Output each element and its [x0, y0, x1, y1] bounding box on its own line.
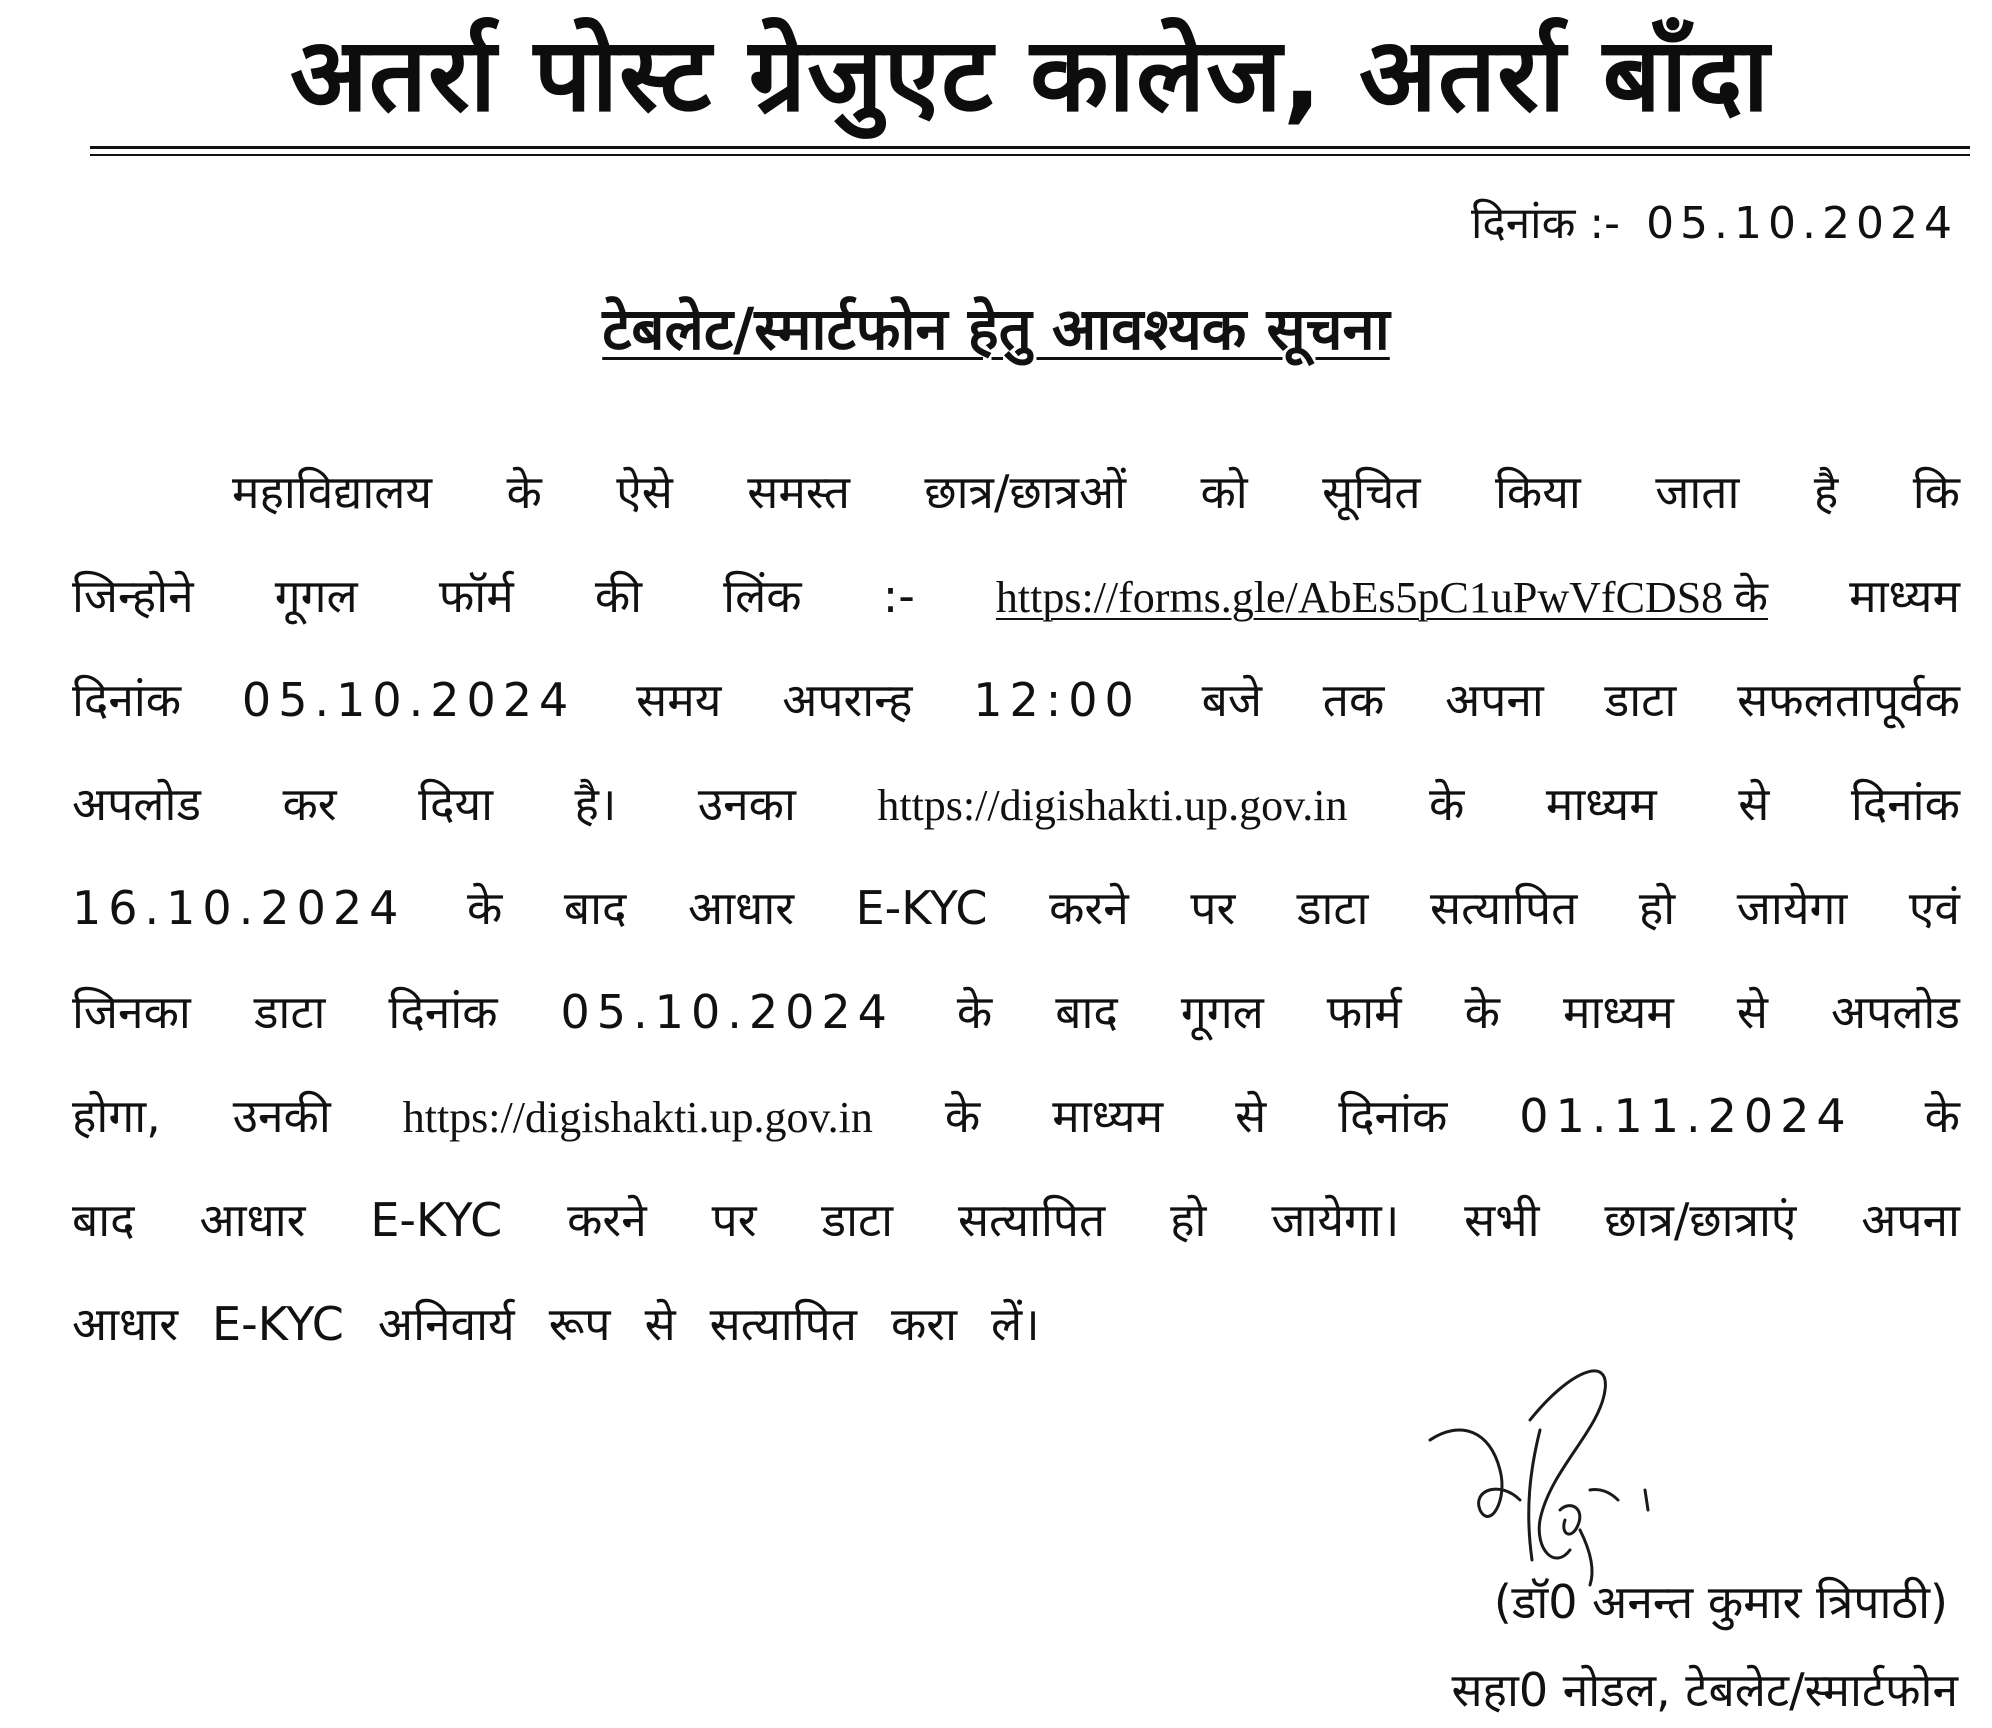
body-word: के	[944, 1089, 981, 1143]
body-word: छात्र/छात्रओं	[924, 465, 1127, 519]
date-value: 05.10.2024	[1646, 198, 1958, 249]
body-word: के	[466, 881, 503, 935]
body-word: है	[1813, 465, 1839, 519]
body-word: हो	[1170, 1193, 1207, 1247]
body-word: महाविद्यालय	[232, 465, 433, 519]
body-word: अपरान्ह	[782, 673, 913, 727]
body-line	[72, 460, 1960, 564]
body-word: किया	[1494, 465, 1581, 519]
body-word: से	[644, 1297, 676, 1351]
body-word: जायेगा	[1736, 881, 1848, 935]
body-date: 05.10.2024	[560, 985, 894, 1039]
notice-title-text: टेबलेट/स्मार्टफोन हेतु आवश्यक सूचना	[602, 295, 1390, 363]
body-word: एवं	[1908, 881, 1960, 935]
body-line	[72, 1084, 1960, 1188]
body-word: लिंक	[723, 569, 802, 623]
body-word: :-	[882, 569, 915, 623]
body-word: करा	[890, 1297, 958, 1351]
notice-date	[1471, 196, 1958, 252]
body-word: करने	[567, 1193, 647, 1247]
college-name: अतर्रा पोस्ट ग्रेजुएट कालेज, अतर्रा बाँदा	[289, 16, 1770, 135]
body-word: जिनका	[72, 985, 191, 1039]
body-line	[72, 564, 1960, 668]
body-word: माध्यम	[1849, 569, 1960, 623]
body-word: को	[1200, 465, 1248, 519]
letterhead-rule	[90, 146, 1970, 149]
body-word: सत्यापित	[957, 1193, 1106, 1247]
body-word: E-KYC	[855, 881, 988, 935]
body-word: डाटा	[821, 1193, 894, 1247]
body-word: से	[1738, 777, 1770, 831]
body-word: फॉर्म	[438, 569, 514, 623]
signatory-designation: सहा0 नोडल, टेबलेट/स्मार्टफोन	[1451, 1663, 1958, 1717]
body-word: के	[1464, 985, 1500, 1039]
body-word: माध्यम	[1562, 985, 1674, 1039]
body-word: करने	[1049, 881, 1129, 935]
body-word: के	[506, 465, 542, 519]
body-word: समस्त	[747, 465, 850, 519]
body-word: डाटा	[1604, 673, 1677, 727]
body-word: बजे	[1201, 673, 1262, 727]
body-word: आधार	[72, 1297, 179, 1351]
body-word: अनिवार्य	[377, 1297, 515, 1351]
body-word: अपना	[1861, 1193, 1960, 1247]
body-word: आधार	[688, 881, 795, 935]
body-word: सत्यापित	[1430, 881, 1578, 935]
body-word: तक	[1322, 673, 1385, 727]
body-word: है।	[574, 777, 617, 831]
body-word: डाटा	[1296, 881, 1369, 935]
body-word: से	[1736, 985, 1768, 1039]
body-line	[72, 668, 1960, 772]
body-word: हो	[1638, 881, 1676, 935]
body-word: माध्यम	[1052, 1089, 1164, 1143]
body-word: की	[594, 569, 643, 623]
body-time: 12:00	[973, 673, 1141, 727]
signatory-name: (डॉ0 अनन्त कुमार त्रिपाठी)	[1493, 1575, 1948, 1629]
letterhead	[90, 16, 1970, 136]
body-date: 01.11.2024	[1519, 1089, 1853, 1143]
body-line	[72, 1188, 1960, 1292]
date-label: दिनांक :-	[1471, 198, 1621, 249]
body-word: गूगल	[274, 569, 358, 623]
body-word: होगा,	[72, 1089, 161, 1143]
body-date: 16.10.2024	[72, 881, 406, 935]
body-word: पर	[1190, 881, 1236, 935]
body-word: दिनांक	[1850, 777, 1960, 831]
body-line	[72, 876, 1960, 980]
body-word: आधार	[199, 1193, 306, 1247]
body-line	[72, 772, 1960, 876]
body-word: सत्यापित	[709, 1297, 857, 1351]
body-word: जायेगा।	[1271, 1193, 1400, 1247]
body-word: बाद	[72, 1193, 135, 1247]
body-word: रूप	[548, 1297, 611, 1351]
letterhead-rule-secondary	[90, 154, 1970, 156]
body-word: समय	[636, 673, 722, 727]
body-word: लें।	[991, 1297, 1040, 1351]
body-word: अपना	[1445, 673, 1544, 727]
body-word: दिया	[418, 777, 494, 831]
body-word: जिन्होने	[72, 569, 194, 623]
handwritten-signature	[1420, 1360, 1680, 1600]
body-word: ऐसे	[616, 465, 673, 519]
body-word: अपलोड	[1830, 985, 1960, 1039]
digishakti-link[interactable]: https://digishakti.up.gov.in	[877, 781, 1348, 830]
body-word: दिनांक	[1338, 1089, 1448, 1143]
body-word: फार्म	[1326, 985, 1402, 1039]
notice-title	[0, 292, 1992, 366]
body-word: E-KYC	[212, 1297, 344, 1351]
body-word: कि	[1912, 465, 1960, 519]
body-word: के	[956, 985, 993, 1039]
body-word: E-KYC	[370, 1193, 503, 1247]
body-line	[72, 980, 1960, 1084]
body-word: गूगल	[1180, 985, 1264, 1039]
body-word: से	[1235, 1089, 1267, 1143]
body-word: बाद	[563, 881, 627, 935]
body-date: 05.10.2024	[241, 673, 576, 727]
google-form-link[interactable]: https://forms.gle/AbEs5pC1uPwVfCDS8 के	[995, 573, 1768, 622]
body-word: अपलोड	[72, 777, 201, 831]
body-word: छात्र/छात्राएं	[1604, 1193, 1797, 1247]
body-word: उनकी	[232, 1089, 331, 1143]
body-word: उनका	[697, 777, 796, 831]
body-word: के	[1429, 777, 1465, 831]
digishakti-link[interactable]: https://digishakti.up.gov.in	[402, 1093, 873, 1142]
body-word: बाद	[1055, 985, 1118, 1039]
body-word: के	[1924, 1089, 1960, 1143]
body-word: जाता	[1655, 465, 1740, 519]
body-word: पर	[711, 1193, 757, 1247]
body-word: माध्यम	[1545, 777, 1657, 831]
body-word: सफलतापूर्वक	[1737, 673, 1960, 727]
notice-body	[72, 460, 1960, 1396]
body-word: कर	[282, 777, 337, 831]
body-word: सभी	[1464, 1193, 1540, 1247]
body-word: डाटा	[253, 985, 326, 1039]
body-word: दिनांक	[388, 985, 498, 1039]
body-word: सूचित	[1322, 465, 1421, 519]
body-word: दिनांक	[72, 673, 182, 727]
